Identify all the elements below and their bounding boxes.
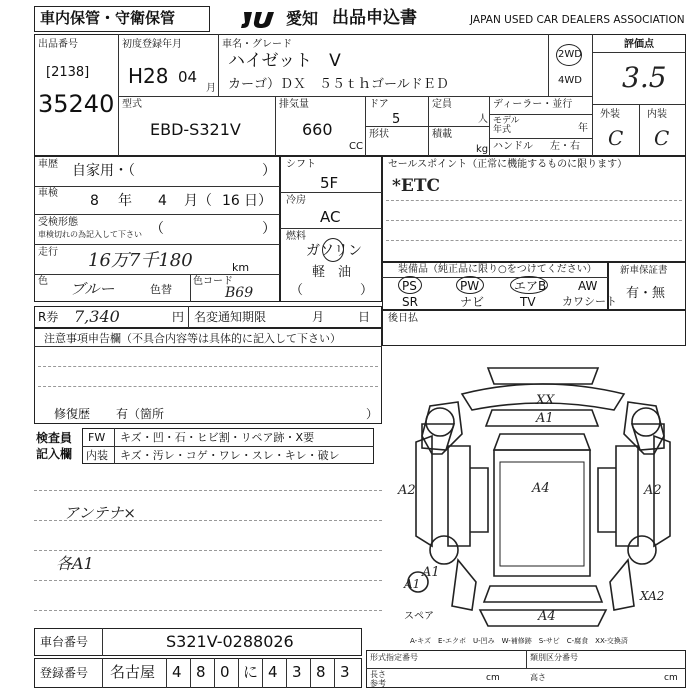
plate-digit-4: 4 — [268, 663, 278, 681]
warranty-label: 新車保証書 — [620, 265, 668, 276]
selling-points-label: セールスポイント（正常に機能するものに限ります） — [388, 159, 628, 170]
ref-label: 参考 — [370, 679, 386, 688]
warranty-value: 有・無 — [626, 286, 666, 301]
height-cm: cm — [664, 673, 678, 683]
color-code-label: 色コード — [193, 276, 233, 287]
form-title: 出品申込書 — [332, 8, 417, 28]
displacement-label: 排気量 — [279, 99, 309, 110]
handwritten-each-a1: 各A1 — [56, 554, 94, 573]
handle-label: ハンドル — [493, 141, 533, 152]
plate-label: 登録番号 — [40, 666, 89, 680]
after-pay-block — [382, 310, 686, 346]
selling-points-block — [382, 156, 686, 262]
displacement-value: 660 — [302, 120, 333, 139]
plate-area: 名古屋 — [110, 663, 156, 681]
fuel-gasoline: ガソリン — [306, 243, 362, 259]
after-pay-label: 後日払 — [388, 313, 418, 324]
damage-mark-front: A1 — [536, 411, 554, 426]
chassis-label: 車台番号 — [40, 635, 89, 649]
plate-digit-5: 3 — [292, 663, 302, 681]
lot-sub-number: [2138] — [46, 65, 90, 80]
length-cm: cm — [486, 673, 500, 683]
shift-label: シフト — [286, 159, 316, 170]
org-name: 愛知 — [286, 9, 319, 28]
model-label: 型式 — [122, 99, 142, 110]
rating-score: 3.5 — [622, 61, 667, 94]
fuel-paren-close: ） — [360, 283, 374, 298]
model-value: EBD-S321V — [150, 120, 241, 139]
handle-value: 左・右 — [550, 141, 580, 152]
spare-label: スペア — [404, 611, 434, 622]
inspection-day: 16 — [222, 193, 240, 209]
exterior-grade: C — [608, 126, 624, 150]
capacity-unit: 人 — [478, 114, 488, 125]
mileage-label: 走行 — [38, 247, 58, 258]
equip-airbag: エアB — [514, 279, 547, 293]
doors-label: ドア — [369, 99, 389, 110]
inspection-month-unit: 月（ — [184, 193, 212, 209]
height-label: 高さ — [530, 673, 546, 682]
inspection-year-unit: 年 — [118, 193, 132, 209]
equip-tv: TV — [520, 295, 536, 309]
load-label: 積載 — [432, 129, 452, 140]
mileage-unit: km — [232, 261, 250, 274]
chassis-value: S321V-0288026 — [166, 632, 294, 651]
damage-mark-left-front: A2 — [398, 483, 416, 498]
recycle-value: 7,340 — [74, 307, 120, 326]
inspector-label-1: 検査員 — [36, 431, 73, 445]
lot-number: 35240 — [38, 90, 115, 118]
car-name: ハイゼット V — [228, 51, 341, 71]
accepted-form-note: 車検切れの為記入して下さい — [38, 230, 142, 239]
displacement-unit: CC — [349, 141, 363, 152]
equip-leather: カワシート — [562, 295, 617, 308]
class-label: 類別区分番号 — [530, 653, 578, 662]
accepted-form-close: ） — [262, 221, 276, 237]
fuel-diesel: 軽 油 — [312, 265, 352, 280]
color-code-value: B69 — [225, 285, 254, 301]
repair-close: ） — [366, 407, 379, 421]
fuel-paren-open: （ — [290, 283, 304, 298]
shape-label: 形状 — [369, 129, 389, 140]
history-label: 車歴 — [38, 159, 58, 170]
drive-4wd: 4WD — [558, 75, 582, 86]
inspection-day-unit: 日） — [244, 193, 272, 209]
equip-pw-circle — [456, 276, 484, 294]
int-label: 内装 — [86, 449, 108, 462]
type-label: 形式指定番号 — [370, 653, 418, 662]
color-value: ブルー — [70, 280, 115, 298]
fuel-circle — [322, 238, 344, 262]
damage-mark-left-rear: A1 — [422, 565, 440, 580]
plate-kana: に — [243, 663, 259, 681]
notes-label: 注意事項申告欄（不具合内容等は具体的に記入して下さい） — [44, 332, 341, 345]
rating-label: 評価点 — [624, 39, 654, 50]
fw-items: キズ・凹・石・ヒビ割・リペア跡・X要 — [120, 431, 315, 444]
damage-mark-right-rear: XA2 — [640, 589, 665, 603]
damage-mark-center: A4 — [532, 481, 550, 496]
fuel-label: 燃料 — [286, 231, 306, 242]
accepted-form-label: 受検形態 — [38, 217, 78, 228]
drive-2wd: 2WD — [558, 49, 582, 60]
inspection-month: 4 — [158, 193, 167, 209]
capacity-label: 定員 — [432, 99, 452, 110]
history-value: 自家用・（ — [72, 163, 135, 179]
car-name-label: 車名・グレード — [222, 39, 292, 50]
color-label: 色 — [38, 276, 48, 287]
registration-month-unit: 月 — [206, 83, 216, 94]
damage-legend: A-キズ E-エクボ U-凹み W-補修跡 S-サビ C-腐食 XX-交換済 — [410, 637, 628, 645]
model-year-label: モデル 年式 — [493, 116, 520, 136]
equip-pw: PW — [460, 279, 480, 293]
registration-label: 初度登録年月 — [122, 39, 182, 50]
equipment-label: 装備品（純正品に限り○をつけてください） — [398, 264, 597, 275]
int-items: キズ・汚レ・コゲ・ワレ・スレ・キレ・破レ — [120, 449, 340, 462]
shift-value: 5F — [320, 174, 339, 192]
selling-points-value: *ETC — [392, 176, 441, 196]
model-year-unit: 年 — [578, 123, 588, 134]
plate-digit-3: 0 — [220, 663, 230, 681]
handwritten-antenna: アンテナ× — [64, 504, 136, 522]
notice-label: 名変通知期限 — [194, 310, 267, 324]
storage-label: 車内保管・守衛保管 — [40, 9, 176, 27]
plate-digit-6: 8 — [316, 663, 326, 681]
aircon-label: 冷房 — [286, 195, 306, 206]
damage-mark-rear: A4 — [538, 609, 556, 624]
ju-logo — [240, 8, 282, 30]
length-label: 長さ — [370, 670, 386, 679]
interior-grade: C — [654, 126, 670, 150]
repair-label: 修復歴 — [54, 407, 91, 421]
inspection-year: 8 — [90, 193, 99, 209]
recycle-label: R券 — [38, 310, 59, 324]
notice-month: 月 — [312, 310, 325, 324]
repair-value: 有（箇所 — [116, 407, 165, 421]
aircon-value: AC — [320, 208, 341, 226]
equip-ps: PS — [402, 279, 417, 293]
damage-mark-xx: XX — [536, 393, 555, 408]
plate-digit-2: 8 — [196, 663, 206, 681]
equip-navi: ナビ — [460, 295, 485, 309]
recycle-unit: 円 — [172, 310, 185, 324]
damage-mark-left-rear-2: A1 — [404, 577, 421, 591]
plate-digit-1: 4 — [172, 663, 182, 681]
registration-year: H28 — [128, 64, 169, 88]
association-name: JAPAN USED CAR DEALERS ASSOCIATION — [470, 14, 685, 26]
history-close: ） — [262, 163, 276, 179]
plate-digit-7: 3 — [340, 663, 350, 681]
inspection-label: 車検 — [38, 188, 58, 199]
dealer-label: ディーラー・並行 — [493, 99, 573, 110]
mileage-value: 16万7千180 — [88, 250, 193, 271]
car-grade: カーゴ）ＤＸ ５５ｔｈゴールドＥＤ — [228, 77, 449, 92]
damage-mark-right-front: A2 — [644, 483, 662, 498]
registration-month: 04 — [178, 68, 198, 86]
repaint-label: 色替 — [150, 283, 172, 296]
doors-value: 5 — [392, 112, 401, 127]
notice-day: 日 — [358, 310, 371, 324]
exterior-label: 外装 — [600, 109, 620, 120]
load-unit: kg — [476, 144, 489, 155]
equip-ps-circle — [398, 276, 422, 294]
equip-sr: SR — [402, 295, 418, 309]
inspector-label-2: 記入欄 — [36, 447, 73, 461]
accepted-form-open: （ — [150, 221, 164, 237]
equip-airbag-circle — [510, 276, 548, 294]
equip-aw: AW — [578, 279, 598, 293]
lot-label: 出品番号 — [38, 39, 78, 50]
fw-label: FW — [88, 431, 106, 444]
interior-label: 内装 — [647, 109, 667, 120]
